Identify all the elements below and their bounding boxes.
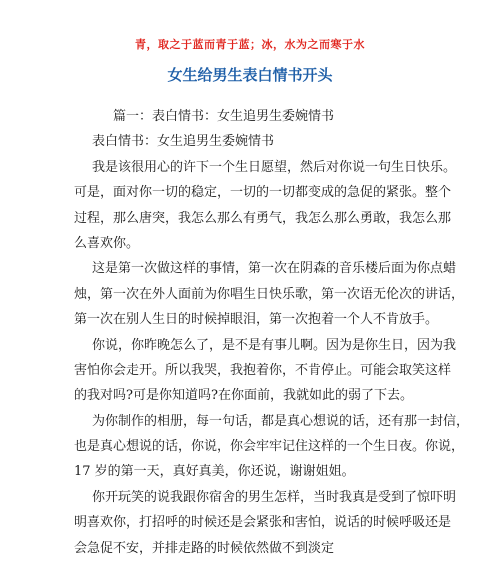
paragraph-line: 可是，面对你一切的稳定，一切的一切都变成的急促的紧张。整个 [74,185,452,201]
paragraph-line: 你开玩笑的说我跟你宿舍的男生怎样，当时我真是受到了惊吓明 [92,489,457,505]
paragraph-line: 的我对吗?可是你知道吗?在你面前，我就如此的弱了下去。 [74,388,413,404]
paragraph-line: 为你制作的相册，每一句话，都是真心想说的话，还有那一封信， [92,413,470,429]
subheading: 表白情书：女生追男生委婉情书 [92,134,275,150]
paragraph-line: 这是第一次做这样的事情，第一次在阴森的音乐楼后面为你点蜡 [92,261,457,277]
motto-header: 青，取之于蓝而青于蓝；冰，水为之而寒于水 [135,38,365,51]
paragraph-line: 你说，你昨晚怎么了，是不是有事儿啊。因为是你生日，因为我 [92,337,457,353]
paragraph-line: 也是真心想说的话，你说，你会牢牢记住这样的一个生日夜。你说， [74,439,465,455]
paragraph-line: 明喜欢你，打招呼的时候还是会紧张和害怕，说话的时候呼吸还是 [74,515,452,531]
paragraph-line: 我是该很用心的许下一个生日愿望，然后对你说一句生日快乐。 [92,159,457,175]
paragraph-line: 烛，第一次在外人面前为你唱生日快乐歌，第一次语无伦次的讲话， [74,286,465,302]
paragraph-line: 么喜欢你。 [74,235,140,251]
document-body [74,104,470,561]
page-title: 女生给男生表白情书开头 [167,66,333,84]
paragraph-line: 17 岁的第一天，真好真美，你还说，谢谢姐姐。 [74,464,355,480]
paragraph-line: 过程，那么唐突，我怎么那么有勇气，我怎么那么勇敢，我怎么那 [74,210,452,226]
paragraph-line: 第一次在别人生日的时候掉眼泪，第一次抱着一个人不肯放手。 [74,312,439,328]
paragraph-line: 会急促不安，并排走路的时候依然做不到淡定 [74,540,335,556]
paragraph-line: 害怕你会走开。所以我哭，我抱着你，不肯停止。可能会取笑这样 [74,362,452,378]
section-heading: 篇一：表白情书：女生追男生委婉情书 [113,109,335,124]
